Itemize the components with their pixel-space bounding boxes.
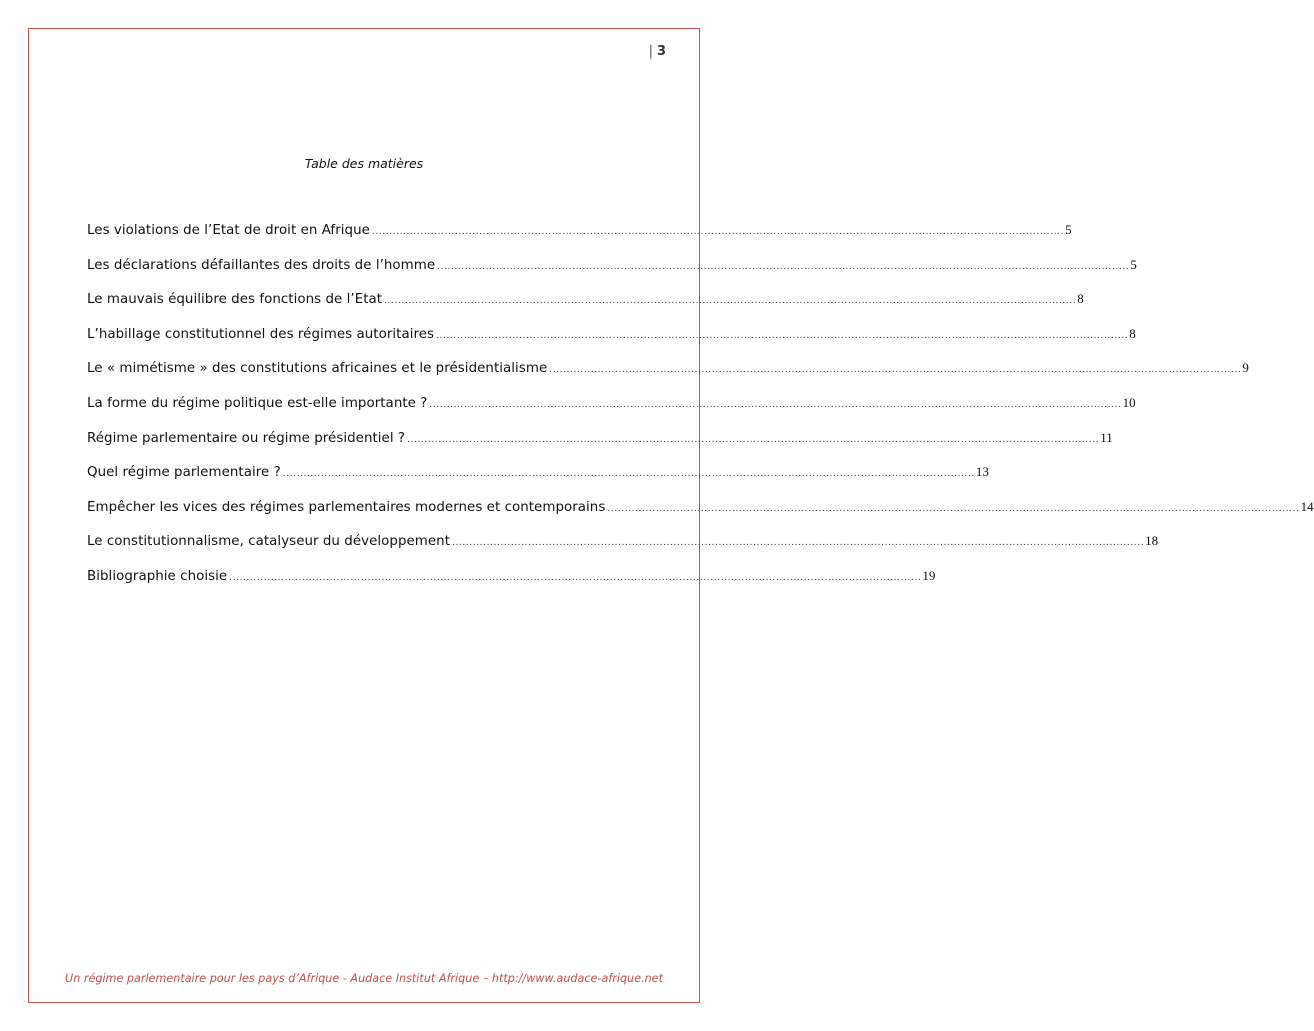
toc-entry-title: La forme du régime politique est-elle importante ? [87, 395, 428, 411]
toc-entry[interactable] [87, 256, 1137, 279]
toc-entry-page: 11 [1100, 429, 1113, 445]
toc-dot-leader: ........................................................................................................................................................................................................ [407, 434, 1100, 445]
toc-entry[interactable] [87, 394, 1136, 417]
toc-entry[interactable] [87, 429, 1113, 452]
toc-entry-title: Quel régime parlementaire ? [87, 465, 281, 481]
page-footer: Un régime parlementaire pour les pays d’Afrique - Audace Institut Afrique – http://www.audace-afrique.net [65, 972, 663, 985]
toc-dot-leader: ........................................................................................................................................................................................................ [607, 503, 1300, 514]
toc-entry[interactable] [87, 533, 1159, 555]
toc-dot-leader: ........................................................................................................................................................................................................ [437, 261, 1130, 272]
toc-list [87, 222, 1314, 603]
toc-entry-page: 19 [922, 567, 936, 583]
toc-entry-title: Régime parlementaire ou régime présidentiel ? [87, 430, 406, 446]
toc-dot-leader: ........................................................................................................................................................................................................ [371, 227, 1065, 237]
toc-dot-leader: ........................................................................................................................................................................................................ [282, 469, 975, 480]
toc-entry-page: 10 [1122, 394, 1136, 410]
page-number-value: 3 [656, 44, 666, 59]
toc-entry-title: Bibliographie choisie [87, 568, 228, 584]
toc-dot-leader: ........................................................................................................................................................................................................ [452, 538, 1145, 549]
toc-title: Table des matières [304, 156, 424, 171]
toc-entry-title: Le « mimétisme » des constitutions africaines et le présidentialisme [87, 361, 548, 377]
toc-entry-title: L’habillage constitutionnel des régimes autoritaires [87, 326, 435, 342]
toc-entry[interactable] [87, 222, 1072, 244]
toc-entry-page: 18 [1145, 533, 1159, 549]
toc-dot-leader: ........................................................................................................................................................................................................ [384, 296, 1077, 307]
toc-entry-page: 5 [1130, 256, 1137, 272]
toc-entry[interactable] [87, 498, 1314, 521]
toc-entry[interactable] [87, 464, 989, 486]
toc-dot-leader: ........................................................................................................................................................................................................ [549, 365, 1242, 376]
page-number [649, 44, 666, 59]
toc-entry-page: 5 [1065, 222, 1072, 237]
toc-entry-title: Le constitutionnalisme, catalyseur du développement [87, 534, 450, 550]
toc-entry-page: 9 [1242, 360, 1249, 376]
toc-entry[interactable] [87, 325, 1136, 348]
toc-entry-page: 8 [1129, 325, 1136, 341]
toc-entry-title: Les violations de l’Etat de droit en Afrique [87, 223, 370, 238]
toc-dot-leader: ........................................................................................................................................................................................................ [429, 399, 1122, 410]
toc-dot-leader: ........................................................................................................................................................................................................ [229, 572, 922, 583]
toc-entry-page: 13 [975, 464, 989, 480]
toc-entry-page: 8 [1077, 291, 1084, 307]
toc-entry-page: 14 [1300, 498, 1314, 514]
toc-entry-title: Le mauvais équilibre des fonctions de l’Etat [87, 292, 383, 308]
toc-entry[interactable] [87, 291, 1084, 313]
toc-dot-leader: ........................................................................................................................................................................................................ [436, 330, 1129, 341]
toc-entry[interactable] [87, 567, 936, 590]
toc-entry-title: Les déclarations défaillantes des droits de l’homme [87, 257, 436, 273]
toc-entry[interactable] [87, 360, 1249, 382]
toc-entry-title: Empêcher les vices des régimes parlementaires modernes et contemporains [87, 499, 606, 515]
page-number-separator: | [648, 44, 653, 59]
